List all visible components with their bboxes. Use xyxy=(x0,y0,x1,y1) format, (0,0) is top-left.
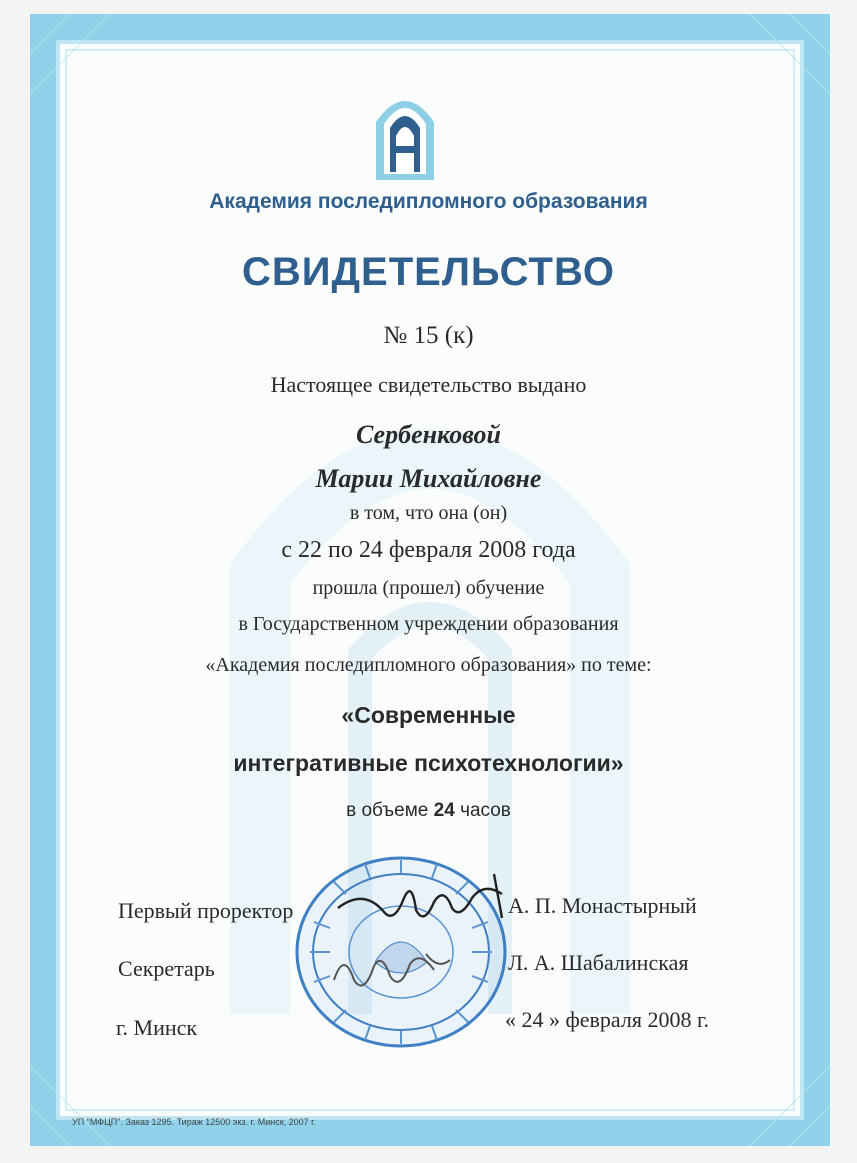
recipient-surname: Сербенковой xyxy=(356,420,501,449)
recipient-given-names: Марии Михайловне xyxy=(315,464,542,493)
volume-suffix: часов xyxy=(460,800,511,821)
issue-city: г. Минск xyxy=(116,1015,198,1040)
academy-name: Академия последипломного образования xyxy=(209,190,648,213)
academy-logo xyxy=(374,84,436,180)
certificate-number: № 15 (к) xyxy=(383,322,474,349)
name-first-prorector: А. П. Монастырный xyxy=(508,893,697,918)
trained-text: прошла (прошел) обучение xyxy=(312,577,545,599)
institution-line-2: «Академия последипломного образования» по теме: xyxy=(205,654,652,676)
issue-date: « 24 » февраля 2008 г. xyxy=(505,1007,710,1032)
print-info: УП "МФЦП". Заказ 1295. Тираж 12500 экз. г. Минск, 2007 г. xyxy=(72,1117,316,1127)
institution-line-1: в Государственном учреждении образования xyxy=(238,613,619,635)
volume-prefix: в объеме xyxy=(346,800,429,821)
document-title: СВИДЕТЕЛЬСТВО xyxy=(242,250,615,294)
training-dates: с 22 по 24 февраля 2008 года xyxy=(281,537,576,563)
topic-line-1: «Современные xyxy=(341,702,516,728)
name-secretary: Л. А. Шабалинская xyxy=(508,950,689,975)
role-first-prorector: Первый проректор xyxy=(118,898,294,923)
signature-prorector xyxy=(334,868,524,936)
volume-text xyxy=(0,800,857,822)
issued-text: Настоящее свидетельство выдано xyxy=(270,372,587,397)
topic-line-2: интегративные психотехнологии» xyxy=(233,750,624,776)
signature-secretary xyxy=(330,940,460,1000)
volume-hours: 24 xyxy=(433,800,455,821)
in-that-text: в том, что она (он) xyxy=(349,502,508,524)
role-secretary: Секретарь xyxy=(118,956,215,981)
